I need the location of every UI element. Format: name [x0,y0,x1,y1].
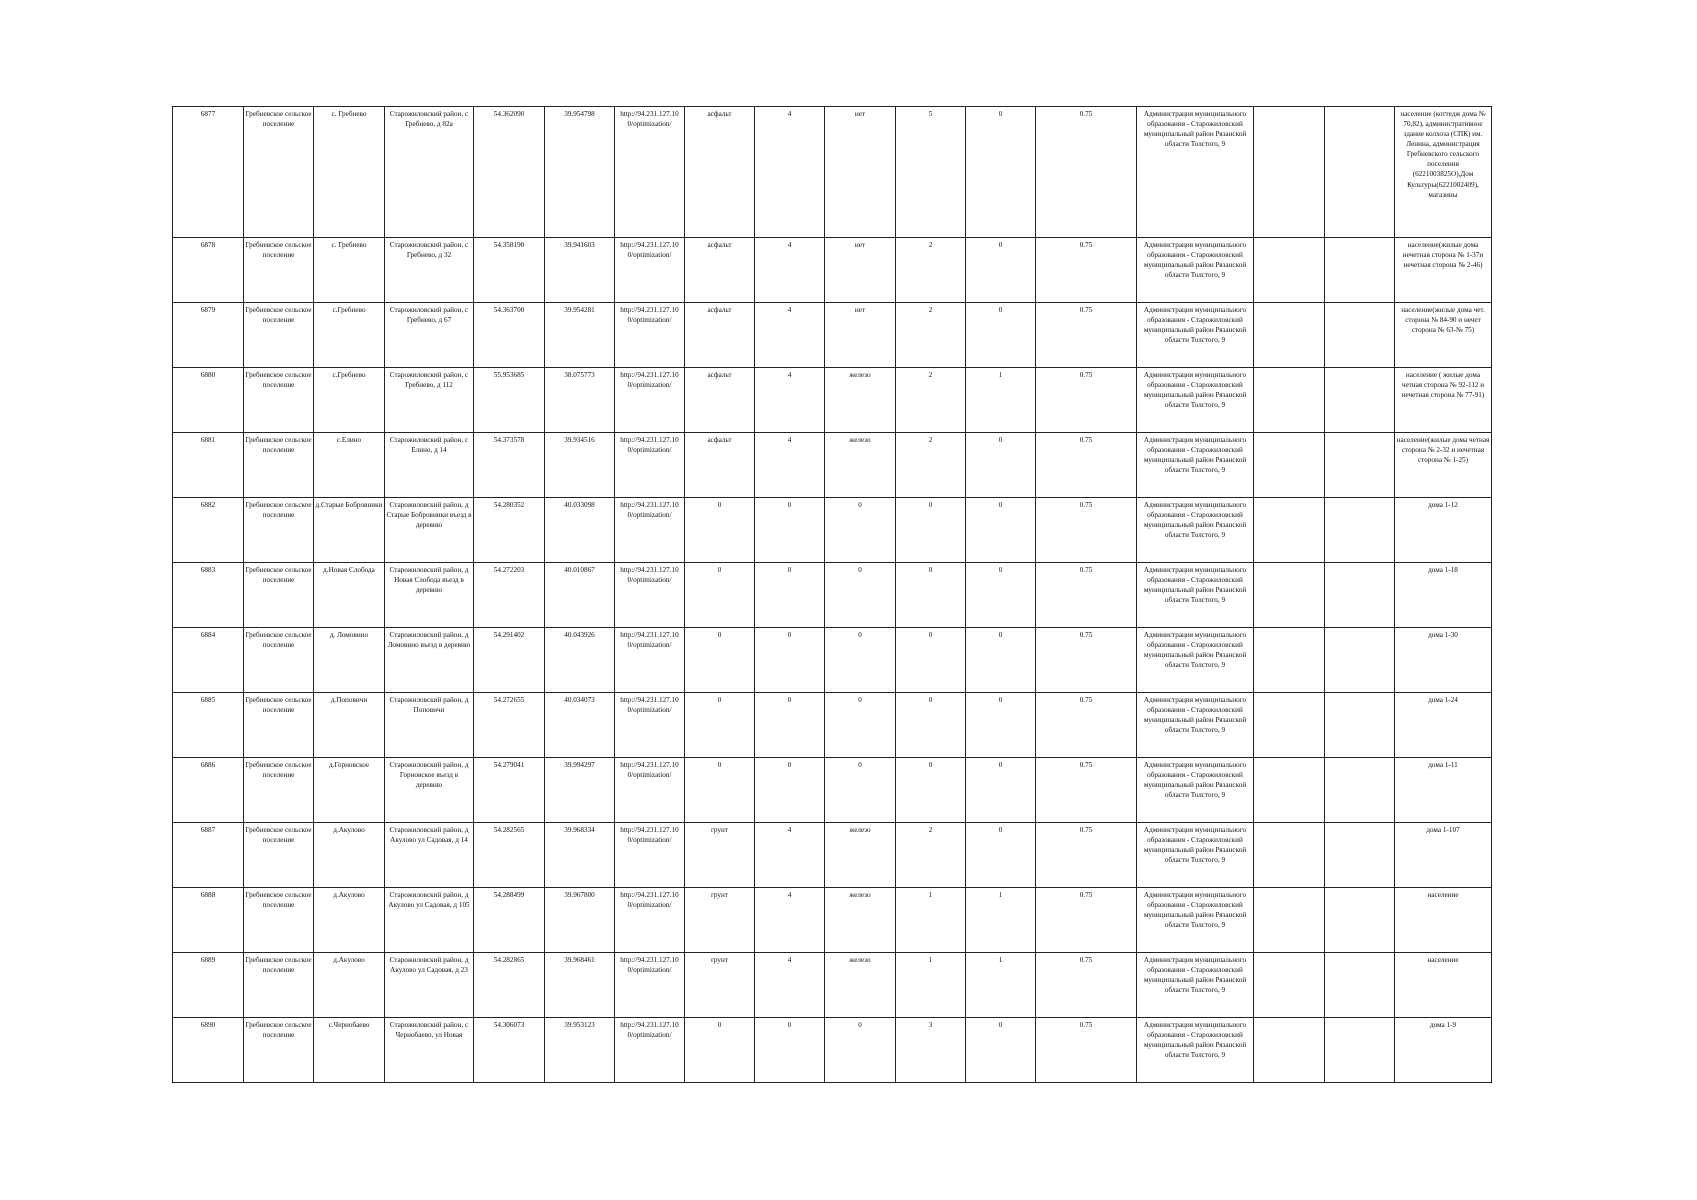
surface-cell: 0 [685,498,755,563]
surface-cell: асфальт [685,303,755,368]
waste-sources-cell: дома 1-11 [1395,758,1492,823]
settlement-cell: Гребневское сельское поселение [244,693,314,758]
table-row [173,628,1492,693]
latitude-cell: 54.272203 [474,563,545,628]
waste-sources-cell: дома 1-30 [1395,628,1492,693]
table-row [173,563,1492,628]
settlement-cell: Гребневское сельское поселение [244,498,314,563]
latitude-cell: 54.291402 [474,628,545,693]
volume-cell: 0.75 [1036,563,1137,628]
volume-cell: 0.75 [1036,693,1137,758]
locality-cell: д.Старые Бобровники [314,498,385,563]
table-row [173,888,1492,953]
containers-cell: 2 [896,433,966,498]
fence-cell: 0 [825,563,896,628]
longitude-cell: 39.968461 [545,953,615,1018]
empty-cell [1254,563,1325,628]
row-id-cell: 6889 [173,953,244,1018]
surface-cell: грунт [685,953,755,1018]
containers-cell: 2 [896,303,966,368]
empty-cell [1325,498,1395,563]
containers-cell: 3 [896,1018,966,1083]
owner-cell: Администрация муниципального образования - Старожиловский муниципальный район Рязанской области Толстого, 9 [1137,758,1254,823]
locality-cell: д. Ломовино [314,628,385,693]
waste-sources-cell: население(жилые дома четная сторона № 2-32 и нечетная сторона № 1-25) [1395,433,1492,498]
address-cell: Старожиловский район, с Гребнево, д 112 [385,368,474,433]
waste-sources-cell: дома 1-107 [1395,823,1492,888]
locality-cell: д.Поповичи [314,693,385,758]
surface-cell: грунт [685,888,755,953]
row-id-cell: 6878 [173,238,244,303]
extra-containers-cell: 0 [966,303,1036,368]
extra-containers-cell: 0 [966,628,1036,693]
link-cell: http://94.231.127.10 0/optimization/ [615,238,685,303]
row-id-cell: 6879 [173,303,244,368]
empty-cell [1254,368,1325,433]
longitude-cell: 39.934516 [545,433,615,498]
table-row [173,758,1492,823]
table-row [173,368,1492,433]
address-cell: Старожиловский район, с Гребнево, д 82а [385,107,474,238]
empty-cell [1325,953,1395,1018]
surface-cell: 0 [685,758,755,823]
waste-sources-cell: население ( жилые дома четная сторона № 92-112 и нечетная сторона № 77-91) [1395,368,1492,433]
table-row [173,1018,1492,1083]
owner-cell: Администрация муниципального образования - Старожиловский муниципальный район Рязанской области Толстого, 9 [1137,303,1254,368]
settlement-cell: Гребневское сельское поселение [244,107,314,238]
row-id-cell: 6877 [173,107,244,238]
latitude-cell: 54.282565 [474,823,545,888]
address-cell: Старожиловский район, с Елино, д 14 [385,433,474,498]
settlement-cell: Гребневское сельское поселение [244,628,314,693]
table-row [173,693,1492,758]
empty-cell [1325,433,1395,498]
locality-cell: д.Акулово [314,888,385,953]
extra-containers-cell: 0 [966,238,1036,303]
fence-cell: железо [825,368,896,433]
longitude-cell: 39.994297 [545,758,615,823]
address-cell: Старожиловский район, с Чернобаево, ул Новая [385,1018,474,1083]
latitude-cell: 54.363700 [474,303,545,368]
volume-cell: 0.75 [1036,107,1137,238]
volume-cell: 0.75 [1036,888,1137,953]
link-cell: http://94.231.127.10 0/optimization/ [615,628,685,693]
extra-containers-cell: 0 [966,498,1036,563]
fence-cell: 0 [825,758,896,823]
volume-cell: 0.75 [1036,303,1137,368]
owner-cell: Администрация муниципального образования - Старожиловский муниципальный район Рязанской области Толстого, 9 [1137,433,1254,498]
settlement-cell: Гребневское сельское поселение [244,823,314,888]
longitude-cell: 39.968334 [545,823,615,888]
row-id-cell: 6887 [173,823,244,888]
fence-cell: железо [825,953,896,1018]
empty-cell [1254,107,1325,238]
volume-cell: 0.75 [1036,823,1137,888]
area-cell: 0 [755,563,825,628]
row-id-cell: 6881 [173,433,244,498]
settlement-cell: Гребневское сельское поселение [244,563,314,628]
empty-cell [1325,1018,1395,1083]
address-cell: Старожиловский район, с Гребнево, д 67 [385,303,474,368]
locality-cell: д.Акулово [314,823,385,888]
link-cell: http://94.231.127.10 0/optimization/ [615,823,685,888]
extra-containers-cell: 0 [966,758,1036,823]
owner-cell: Администрация муниципального образования - Старожиловский муниципальный район Рязанской области Толстого, 9 [1137,368,1254,433]
waste-sources-cell: население [1395,888,1492,953]
link-cell: http://94.231.127.10 0/optimization/ [615,1018,685,1083]
fence-cell: 0 [825,693,896,758]
link-cell: http://94.231.127.10 0/optimization/ [615,368,685,433]
surface-cell: асфальт [685,107,755,238]
waste-sources-cell: дома 1-18 [1395,563,1492,628]
latitude-cell: 54.288499 [474,888,545,953]
volume-cell: 0.75 [1036,1018,1137,1083]
empty-cell [1254,823,1325,888]
link-cell: http://94.231.127.10 0/optimization/ [615,107,685,238]
longitude-cell: 38.075773 [545,368,615,433]
extra-containers-cell: 0 [966,563,1036,628]
latitude-cell: 54.282865 [474,953,545,1018]
address-cell: Старожиловский район, д Новая Слобода въезд в деревню [385,563,474,628]
table-row [173,303,1492,368]
fence-cell: железо [825,433,896,498]
fence-cell: железо [825,888,896,953]
address-cell: Старожиловский район, д Старые Бобровники въезд в деревню [385,498,474,563]
longitude-cell: 40.034073 [545,693,615,758]
empty-cell [1325,368,1395,433]
containers-cell: 1 [896,888,966,953]
empty-cell [1325,758,1395,823]
extra-containers-cell: 0 [966,433,1036,498]
surface-cell: 0 [685,1018,755,1083]
containers-cell: 0 [896,563,966,628]
containers-cell: 0 [896,758,966,823]
owner-cell: Администрация муниципального образования - Старожиловский муниципальный район Рязанской области Толстого, 9 [1137,238,1254,303]
area-cell: 4 [755,888,825,953]
owner-cell: Администрация муниципального образования - Старожиловский муниципальный район Рязанской области Толстого, 9 [1137,693,1254,758]
surface-cell: 0 [685,693,755,758]
containers-cell: 2 [896,238,966,303]
latitude-cell: 54.358190 [474,238,545,303]
waste-sources-cell: население [1395,953,1492,1018]
locality-cell: с.Гребнево [314,303,385,368]
settlement-cell: Гребневское сельское поселение [244,433,314,498]
longitude-cell: 39.954281 [545,303,615,368]
settlement-cell: Гребневское сельское поселение [244,953,314,1018]
owner-cell: Администрация муниципального образования - Старожиловский муниципальный район Рязанской области Толстого, 9 [1137,107,1254,238]
longitude-cell: 39.954798 [545,107,615,238]
empty-cell [1325,628,1395,693]
extra-containers-cell: 1 [966,953,1036,1018]
locality-cell: с.Чернобаево [314,1018,385,1083]
waste-sources-cell: население(жилые дома нечетная сторона № 1-37и нечетная сторона № 2-46) [1395,238,1492,303]
surface-cell: грунт [685,823,755,888]
fence-cell: 0 [825,1018,896,1083]
empty-cell [1254,303,1325,368]
longitude-cell: 40.043926 [545,628,615,693]
latitude-cell: 54.280352 [474,498,545,563]
empty-cell [1325,303,1395,368]
address-cell: Старожиловский район, д Акулово ул Садовая, д 23 [385,953,474,1018]
volume-cell: 0.75 [1036,433,1137,498]
containers-cell: 0 [896,693,966,758]
area-cell: 4 [755,953,825,1018]
table-row [173,107,1492,238]
locality-cell: д.Горновское [314,758,385,823]
area-cell: 4 [755,238,825,303]
registry-table [172,106,1492,1083]
area-cell: 4 [755,433,825,498]
area-cell: 0 [755,758,825,823]
latitude-cell: 54.306073 [474,1018,545,1083]
owner-cell: Администрация муниципального образования - Старожиловский муниципальный район Рязанской области Толстого, 9 [1137,953,1254,1018]
address-cell: Старожиловский район, с Гребнево, д 32 [385,238,474,303]
settlement-cell: Гребневское сельское поселение [244,1018,314,1083]
extra-containers-cell: 0 [966,693,1036,758]
fence-cell: железо [825,823,896,888]
settlement-cell: Гребневское сельское поселение [244,303,314,368]
link-cell: http://94.231.127.10 0/optimization/ [615,758,685,823]
extra-containers-cell: 0 [966,823,1036,888]
longitude-cell: 39.967800 [545,888,615,953]
volume-cell: 0.75 [1036,758,1137,823]
address-cell: Старожиловский район, д Горновское въезд в деревню [385,758,474,823]
row-id-cell: 6885 [173,693,244,758]
area-cell: 4 [755,303,825,368]
waste-sources-cell: дома 1-12 [1395,498,1492,563]
containers-cell: 0 [896,628,966,693]
surface-cell: асфальт [685,368,755,433]
table-row [173,823,1492,888]
empty-cell [1325,238,1395,303]
settlement-cell: Гребневское сельское поселение [244,238,314,303]
extra-containers-cell: 1 [966,888,1036,953]
surface-cell: асфальт [685,433,755,498]
empty-cell [1254,1018,1325,1083]
owner-cell: Администрация муниципального образования - Старожиловский муниципальный район Рязанской области Толстого, 9 [1137,498,1254,563]
row-id-cell: 6886 [173,758,244,823]
row-id-cell: 6883 [173,563,244,628]
row-id-cell: 6884 [173,628,244,693]
volume-cell: 0.75 [1036,368,1137,433]
empty-cell [1325,693,1395,758]
fence-cell: нет [825,107,896,238]
latitude-cell: 55.953685 [474,368,545,433]
containers-cell: 2 [896,368,966,433]
volume-cell: 0.75 [1036,628,1137,693]
latitude-cell: 54.362090 [474,107,545,238]
extra-containers-cell: 1 [966,368,1036,433]
address-cell: Старожиловский район, д Акулово ул Садовая, д 105 [385,888,474,953]
surface-cell: асфальт [685,238,755,303]
area-cell: 0 [755,1018,825,1083]
waste-sources-cell: дома 1-9 [1395,1018,1492,1083]
locality-cell: с. Гребнево [314,238,385,303]
owner-cell: Администрация муниципального образования - Старожиловский муниципальный район Рязанской области Толстого, 9 [1137,823,1254,888]
waste-sources-cell: население (коттедж дома № 70,82), административное здание колхоза (СПК) им. Ленина, администрация Гребневского сельского поселения (6221003825О),Дом Культуры(6221002409), магазины [1395,107,1492,238]
owner-cell: Администрация муниципального образования - Старожиловский муниципальный район Рязанской области Толстого, 9 [1137,628,1254,693]
link-cell: http://94.231.127.10 0/optimization/ [615,693,685,758]
address-cell: Старожиловский район, д Акулово ул Садовая, д 14 [385,823,474,888]
settlement-cell: Гребневское сельское поселение [244,368,314,433]
area-cell: 4 [755,368,825,433]
empty-cell [1254,888,1325,953]
extra-containers-cell: 0 [966,1018,1036,1083]
waste-sources-cell: дома 1-24 [1395,693,1492,758]
longitude-cell: 40.033098 [545,498,615,563]
locality-cell: с. Гребнево [314,107,385,238]
waste-sources-cell: население(жилые дома чет. сторона № 84-90 и нечет сторона № 63-№ 75) [1395,303,1492,368]
empty-cell [1325,823,1395,888]
extra-containers-cell: 0 [966,107,1036,238]
empty-cell [1325,888,1395,953]
fence-cell: нет [825,238,896,303]
empty-cell [1254,238,1325,303]
empty-cell [1254,758,1325,823]
link-cell: http://94.231.127.10 0/optimization/ [615,303,685,368]
empty-cell [1254,693,1325,758]
containers-cell: 0 [896,498,966,563]
locality-cell: с.Гребнево [314,368,385,433]
owner-cell: Администрация муниципального образования - Старожиловский муниципальный район Рязанской области Толстого, 9 [1137,563,1254,628]
link-cell: http://94.231.127.10 0/optimization/ [615,953,685,1018]
locality-cell: д.Акулово [314,953,385,1018]
empty-cell [1254,628,1325,693]
fence-cell: нет [825,303,896,368]
settlement-cell: Гребневское сельское поселение [244,758,314,823]
longitude-cell: 39.941603 [545,238,615,303]
owner-cell: Администрация муниципального образования - Старожиловский муниципальный район Рязанской области Толстого, 9 [1137,888,1254,953]
locality-cell: с.Елино [314,433,385,498]
area-cell: 0 [755,693,825,758]
containers-cell: 1 [896,953,966,1018]
latitude-cell: 54.272655 [474,693,545,758]
link-cell: http://94.231.127.10 0/optimization/ [615,498,685,563]
table-row [173,238,1492,303]
table-row [173,498,1492,563]
locality-cell: д.Новая Слобода [314,563,385,628]
area-cell: 0 [755,498,825,563]
owner-cell: Администрация муниципального образования - Старожиловский муниципальный район Рязанской области Толстого, 9 [1137,1018,1254,1083]
fence-cell: 0 [825,628,896,693]
latitude-cell: 54.373578 [474,433,545,498]
row-id-cell: 6882 [173,498,244,563]
row-id-cell: 6880 [173,368,244,433]
surface-cell: 0 [685,563,755,628]
settlement-cell: Гребневское сельское поселение [244,888,314,953]
link-cell: http://94.231.127.10 0/optimization/ [615,563,685,628]
empty-cell [1325,107,1395,238]
area-cell: 4 [755,823,825,888]
table-row [173,433,1492,498]
area-cell: 0 [755,628,825,693]
latitude-cell: 54.279041 [474,758,545,823]
empty-cell [1254,433,1325,498]
empty-cell [1325,563,1395,628]
longitude-cell: 40.010867 [545,563,615,628]
row-id-cell: 6890 [173,1018,244,1083]
volume-cell: 0.75 [1036,953,1137,1018]
longitude-cell: 39.953123 [545,1018,615,1083]
containers-cell: 2 [896,823,966,888]
volume-cell: 0.75 [1036,238,1137,303]
containers-cell: 5 [896,107,966,238]
empty-cell [1254,498,1325,563]
volume-cell: 0.75 [1036,498,1137,563]
empty-cell [1254,953,1325,1018]
address-cell: Старожиловский район, д Поповичи [385,693,474,758]
link-cell: http://94.231.127.10 0/optimization/ [615,433,685,498]
area-cell: 4 [755,107,825,238]
table-row [173,953,1492,1018]
row-id-cell: 6888 [173,888,244,953]
address-cell: Старожиловский район, д Ломовино въезд в деревню [385,628,474,693]
link-cell: http://94.231.127.10 0/optimization/ [615,888,685,953]
fence-cell: 0 [825,498,896,563]
surface-cell: 0 [685,628,755,693]
